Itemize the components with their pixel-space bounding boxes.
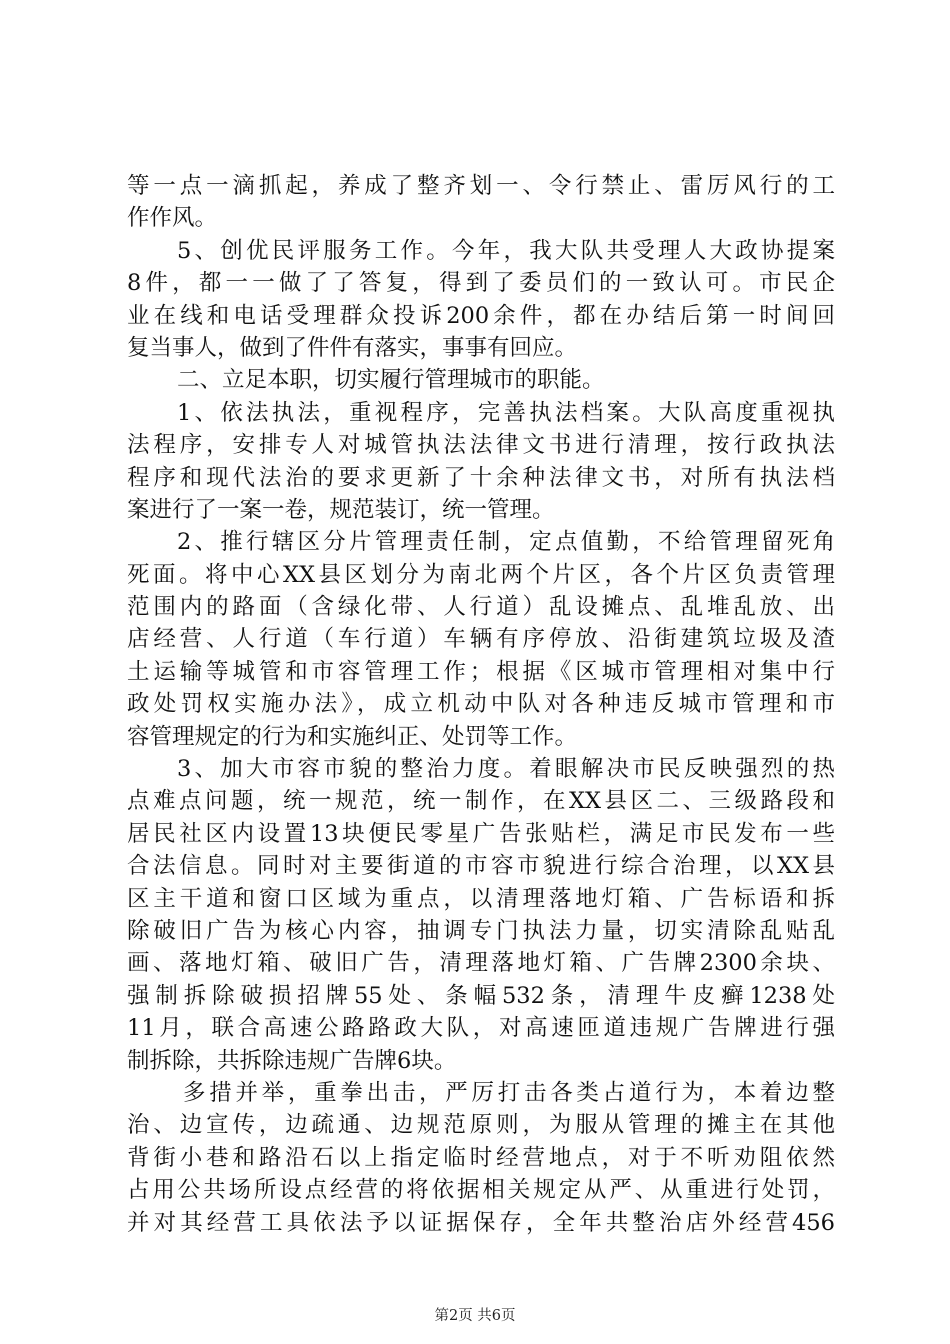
text-line: 制拆除，共拆除违规广告牌6块。 (127, 1047, 457, 1074)
text-line: 点难点问题，统一规范，统一制作，在XX县区二、三级路段和 (127, 788, 835, 815)
text-line: 作作风。 (127, 205, 218, 232)
paragraph (127, 526, 835, 753)
text-line: 占用公共场所设点经营的将依据相关规定从严、从重进行处罚， (127, 1177, 835, 1204)
text-line: 背街小巷和路沿石以上指定临时经营地点，对于不听劝阻依然 (127, 1144, 835, 1171)
paragraph (127, 235, 835, 365)
text-line: 多措并举，重拳出击，严厉打击各类占道行为，本着边整 (183, 1079, 835, 1106)
text-line: 范围内的路面（含绿化带、人行道）乱设摊点、乱堆乱放、出 (127, 594, 835, 621)
text-line: 合法信息。同时对主要街道的市容市貌进行综合治理，以XX县 (127, 853, 835, 880)
text-line: 8件，都一一做了了答复，得到了委员们的一致认可。市民企 (127, 270, 835, 297)
document-body (127, 170, 835, 1239)
text-line: 复当事人，做到了件件有落实，事事有回应。 (127, 334, 578, 361)
text-line: 法程序，安排专人对城管执法法律文书进行清理，按行政执法 (127, 432, 835, 459)
text-line: 画、落地灯箱、破旧广告，清理落地灯箱、广告牌2300余块、 (127, 950, 835, 977)
text-line: 强制拆除破损招牌55处、条幅532条，清理牛皮癣1238处 (127, 982, 835, 1009)
text-line: 治、边宣传，边疏通、边规范原则，为服从管理的摊主在其他 (127, 1112, 835, 1139)
page-number-footer: 第2页 共6页 (434, 1308, 516, 1324)
text-line: 等一点一滴抓起，养成了整齐划一、令行禁止、雷厉风行的工 (127, 173, 835, 199)
text-line: 居民社区内设置13块便民零星广告张贴栏，满足市民发布一些 (127, 820, 835, 847)
paragraph (127, 1077, 835, 1239)
text-line: 5、创优民评服务工作。今年，我大队共受理人大政协提案 (177, 237, 835, 264)
paragraph (127, 364, 835, 396)
text-line: 3、加大市容市貌的整治力度。着眼解决市民反映强烈的热 (177, 756, 835, 783)
text-line: 1、依法执法，重视程序，完善执法档案。大队高度重视执 (177, 399, 835, 426)
text-line: 除破旧广告为核心内容，抽调专门执法力量，切实清除乱贴乱 (127, 917, 835, 944)
text-line: 程序和现代法治的要求更新了十余种法律文书，对所有执法档 (127, 464, 835, 491)
section-heading: 二、立足本职，切实履行管理城市的职能。 (177, 367, 605, 394)
text-line: 土运输等城管和市容管理工作；根据《区城市管理相对集中行 (127, 658, 835, 685)
text-line: 案进行了一案一卷，规范装订，统一管理。 (127, 496, 555, 523)
text-line: 店经营、人行道（车行道）车辆有序停放、沿街建筑垃圾及渣 (127, 626, 835, 653)
text-line: 11月，联合高速公路路政大队，对高速匝道违规广告牌进行强 (127, 1015, 835, 1042)
paragraph (127, 397, 835, 527)
paragraph (127, 753, 835, 1077)
text-line: 政处罚权实施办法》，成立机动中队对各种违反城市管理和市 (127, 691, 835, 718)
text-line: 业在线和电话受理群众投诉200余件，都在办结后第一时间回 (127, 302, 835, 329)
text-line: 区主干道和窗口区域为重点，以清理落地灯箱、广告标语和拆 (127, 885, 835, 912)
text-line: 容管理规定的行为和实施纠正、处罚等工作。 (127, 723, 578, 750)
text-line: 并对其经营工具依法予以证据保存，全年共整治店外经营456 (127, 1209, 835, 1236)
paragraph (127, 170, 835, 235)
text-line: 2、推行辖区分片管理责任制，定点值勤，不给管理留死角 (177, 529, 835, 556)
text-line: 死面。将中心XX县区划分为南北两个片区，各个片区负责管理 (127, 561, 835, 588)
